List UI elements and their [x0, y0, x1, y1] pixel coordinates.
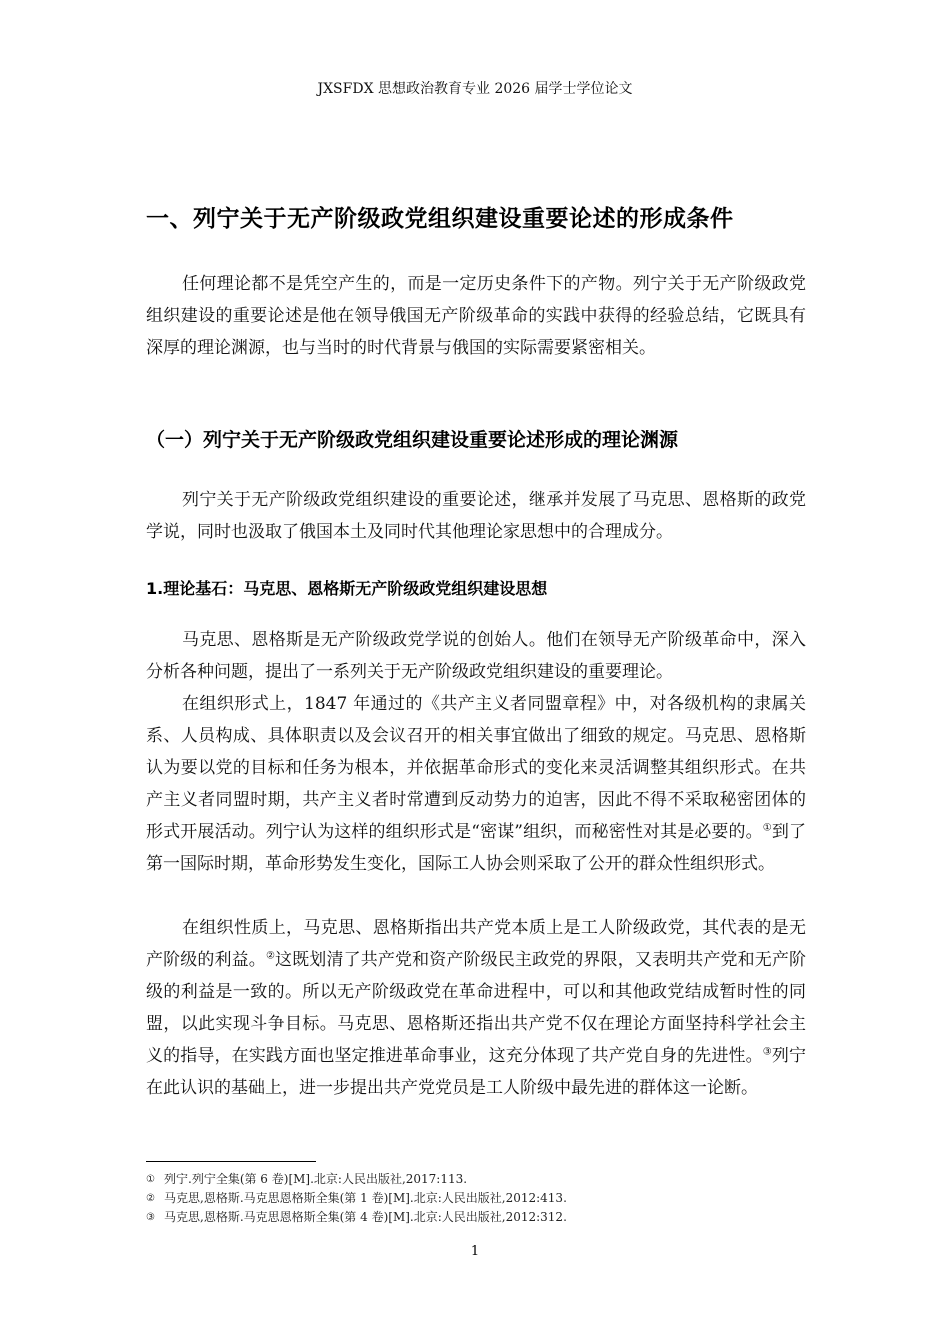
paragraph-text: 在组织形式上，1847 年通过的《共产主义者同盟章程》中，对各级机构的隶属关系、人员构成、具体职责以及会议召开的相关事宜做出了细致的规定。马克思、恩格斯认为要以党的目标和任务为根本，并依据革命形式的变化来灵活调整其组织形式。在共产主义者同盟时期，共产主义者时常遭到反动势力的迫害，因此不得不采取秘密团体的形式开展活动。列宁认为这样的组织形式是“密谋”组织，而秘密性对其是必要的。: [146, 694, 806, 842]
footnote-mark: ②: [146, 1193, 155, 1204]
footnote-text: 马克思,恩格斯.马克思恩格斯全集(第 1 卷)[M].北京:人民出版社,2012:413.: [164, 1191, 567, 1205]
intro-paragraph: 任何理论都不是凭空产生的，而是一定历史条件下的产物。列宁关于无产阶级政党组织建设的重要论述是他在领导俄国无产阶级革命的实践中获得的经验总结，它既具有深厚的理论渊源，也与当时的时代背景与俄国的实际需要紧密相关。: [146, 274, 806, 358]
running-header: JXSFDX 思想政治教育专业 2026 届学士学位论文: [317, 81, 633, 97]
paragraph-text: 到了第一国际时期，革命形势发生变化，国际工人协会则采取了公开的群众性组织形式。: [146, 822, 807, 874]
page-number: 1: [470, 1244, 480, 1259]
footnote-ref-3[interactable]: ③: [762, 1046, 772, 1058]
footnote-text: 马克思,恩格斯.马克思恩格斯全集(第 4 卷)[M].北京:人民出版社,2012:312.: [164, 1210, 567, 1224]
footnote-mark: ①: [146, 1174, 155, 1185]
footnote-mark: ③: [146, 1212, 155, 1223]
chapter-heading: 一、列宁关于无产阶级政党组织建设重要论述的形成条件: [146, 206, 734, 232]
section-heading: （一）列宁关于无产阶级政党组织建设重要论述形成的理论渊源: [146, 429, 679, 451]
subsection-heading: 1.理论基石：马克思、恩格斯无产阶级政党组织建设思想: [146, 579, 548, 598]
footnote-3: [146, 1208, 826, 1227]
footnote-text: 列宁.列宁全集(第 6 卷)[M].北京:人民出版社,2017:113.: [164, 1172, 468, 1186]
footnotes: [146, 1170, 826, 1227]
paragraph-text: 这既划清了共产党和资产阶级民主政党的界限，又表明共产党和无产阶级的利益是一致的。所以无产阶级政党在革命进程中，可以和其他政党结成暂时性的同盟，以此实现斗争目标。马克思、恩格斯还指出共产党不仅在理论方面坚持科学社会主义的指导，在实践方面也坚定推进革命事业，这充分体现了共产党自身的先进性。: [146, 950, 807, 1066]
body-paragraph-organization-nature: [146, 912, 806, 1104]
footnote-ref-1[interactable]: ①: [762, 822, 772, 834]
section-intro-paragraph: 列宁关于无产阶级政党组织建设的重要论述，继承并发展了马克思、恩格斯的政党学说，同时也汲取了俄国本土及同时代其他理论家思想中的合理成分。: [146, 490, 806, 542]
footnote-2: [146, 1189, 826, 1208]
footnote-ref-2[interactable]: ②: [265, 950, 276, 962]
footnote-divider: [146, 1161, 316, 1162]
paragraph-text: 列宁在此认识的基础上，进一步提出共产党党员是工人阶级中最先进的群体这一论断。: [146, 1046, 807, 1098]
body-paragraph-organization-form: [146, 688, 806, 880]
footnote-1: [146, 1170, 826, 1189]
paragraph-text: 在组织性质上，马克思、恩格斯指出共产党本质上是工人阶级政党，其代表的是无产阶级的利益。: [146, 918, 806, 970]
body-paragraph-founders: 马克思、恩格斯是无产阶级政党学说的创始人。他们在领导无产阶级革命中，深入分析各种问题，提出了一系列关于无产阶级政党组织建设的重要理论。: [146, 630, 806, 682]
